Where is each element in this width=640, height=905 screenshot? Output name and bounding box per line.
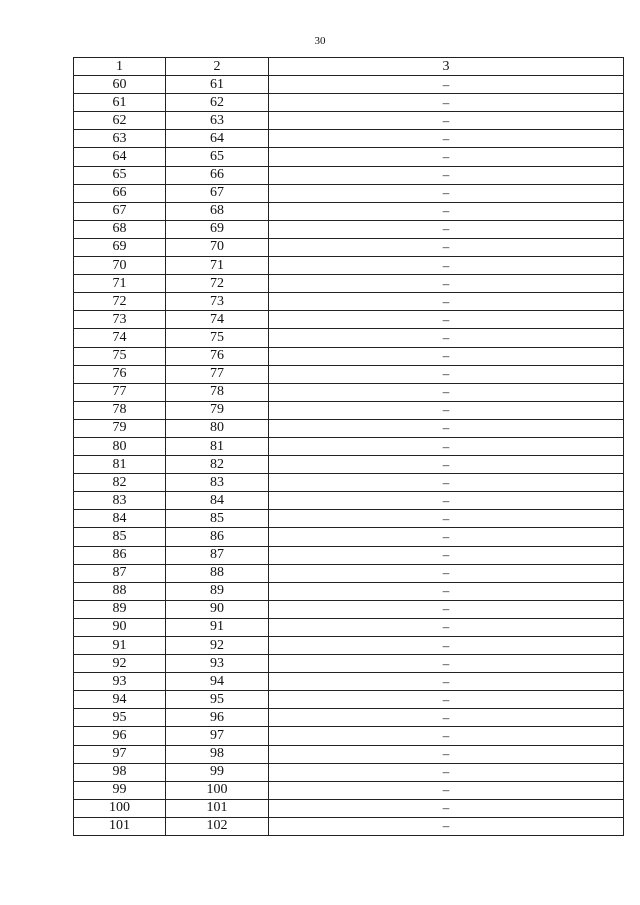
table-cell-col-3: – — [269, 220, 624, 238]
table-cell-col-3: – — [269, 763, 624, 781]
table-row — [74, 492, 624, 510]
table-cell-col-3: – — [269, 401, 624, 419]
table-cell-col-1: 79 — [74, 419, 166, 437]
table-cell-col-3: – — [269, 419, 624, 437]
table-cell-col-2: 99 — [166, 763, 269, 781]
table-cell-col-2: 77 — [166, 365, 269, 383]
table-row — [74, 220, 624, 238]
table-cell-col-2: 75 — [166, 329, 269, 347]
table-cell-col-1: 86 — [74, 546, 166, 564]
table-cell-col-2: 71 — [166, 257, 269, 275]
table-cell-col-3: – — [269, 745, 624, 763]
table-row — [74, 564, 624, 582]
column-header-3: 3 — [269, 58, 624, 76]
table-cell-col-3: – — [269, 528, 624, 546]
table-cell-col-1: 74 — [74, 329, 166, 347]
table-cell-col-2: 64 — [166, 130, 269, 148]
table-cell-col-1: 84 — [74, 510, 166, 528]
table-row — [74, 763, 624, 781]
table-cell-col-2: 87 — [166, 546, 269, 564]
table-cell-col-2: 83 — [166, 474, 269, 492]
table-row — [74, 781, 624, 799]
table-cell-col-2: 68 — [166, 202, 269, 220]
table-cell-col-3: – — [269, 582, 624, 600]
table-cell-col-3: – — [269, 112, 624, 130]
table-cell-col-3: – — [269, 238, 624, 256]
table-row — [74, 600, 624, 618]
table-row — [74, 528, 624, 546]
table-row — [74, 618, 624, 636]
table-row — [74, 293, 624, 311]
table-cell-col-3: – — [269, 618, 624, 636]
table-cell-col-1: 98 — [74, 763, 166, 781]
table-cell-col-3: – — [269, 564, 624, 582]
table-cell-col-2: 69 — [166, 220, 269, 238]
table-cell-col-3: – — [269, 799, 624, 817]
table-cell-col-1: 81 — [74, 456, 166, 474]
table-cell-col-3: – — [269, 691, 624, 709]
table-cell-col-2: 92 — [166, 637, 269, 655]
table-row — [74, 799, 624, 817]
table-cell-col-2: 101 — [166, 799, 269, 817]
table-cell-col-3: – — [269, 456, 624, 474]
table-cell-col-2: 61 — [166, 76, 269, 94]
table-cell-col-3: – — [269, 673, 624, 691]
table-row — [74, 419, 624, 437]
table-cell-col-1: 82 — [74, 474, 166, 492]
table-cell-col-2: 93 — [166, 655, 269, 673]
table-cell-col-1: 97 — [74, 745, 166, 763]
table-row — [74, 130, 624, 148]
table-row — [74, 691, 624, 709]
table-cell-col-1: 101 — [74, 817, 166, 835]
table-cell-col-3: – — [269, 600, 624, 618]
table-cell-col-1: 60 — [74, 76, 166, 94]
table-cell-col-3: – — [269, 637, 624, 655]
table-cell-col-1: 66 — [74, 184, 166, 202]
table-cell-col-3: – — [269, 202, 624, 220]
table-row — [74, 238, 624, 256]
table-cell-col-3: – — [269, 329, 624, 347]
table-cell-col-1: 73 — [74, 311, 166, 329]
table-cell-col-2: 66 — [166, 166, 269, 184]
table-cell-col-3: – — [269, 166, 624, 184]
table-cell-col-2: 81 — [166, 437, 269, 455]
table-row — [74, 148, 624, 166]
table-cell-col-3: – — [269, 293, 624, 311]
table-row — [74, 745, 624, 763]
table-cell-col-2: 86 — [166, 528, 269, 546]
table-row — [74, 365, 624, 383]
table-cell-col-3: – — [269, 76, 624, 94]
table-cell-col-3: – — [269, 347, 624, 365]
table-row — [74, 257, 624, 275]
column-header-1: 1 — [74, 58, 166, 76]
table-cell-col-2: 97 — [166, 727, 269, 745]
table-cell-col-3: – — [269, 275, 624, 293]
table-cell-col-3: – — [269, 474, 624, 492]
table-cell-col-2: 95 — [166, 691, 269, 709]
table-cell-col-1: 67 — [74, 202, 166, 220]
table-row — [74, 202, 624, 220]
table-cell-col-2: 73 — [166, 293, 269, 311]
table-cell-col-2: 74 — [166, 311, 269, 329]
table-cell-col-2: 89 — [166, 582, 269, 600]
table-cell-col-2: 62 — [166, 94, 269, 112]
table-cell-col-1: 65 — [74, 166, 166, 184]
table-cell-col-1: 64 — [74, 148, 166, 166]
table-row — [74, 112, 624, 130]
table-cell-col-1: 71 — [74, 275, 166, 293]
table-cell-col-3: – — [269, 148, 624, 166]
table-row — [74, 311, 624, 329]
table-header — [74, 58, 624, 76]
table-cell-col-3: – — [269, 492, 624, 510]
table-cell-col-2: 98 — [166, 745, 269, 763]
table-cell-col-2: 102 — [166, 817, 269, 835]
table-cell-col-3: – — [269, 311, 624, 329]
table-cell-col-1: 75 — [74, 347, 166, 365]
table-cell-col-3: – — [269, 781, 624, 799]
table-row — [74, 817, 624, 835]
table-row — [74, 76, 624, 94]
table-cell-col-1: 95 — [74, 709, 166, 727]
table-row — [74, 582, 624, 600]
table-cell-col-1: 70 — [74, 257, 166, 275]
header-row — [74, 58, 624, 76]
table-cell-col-1: 100 — [74, 799, 166, 817]
table-row — [74, 94, 624, 112]
table-row — [74, 673, 624, 691]
table-cell-col-2: 70 — [166, 238, 269, 256]
table-cell-col-2: 90 — [166, 600, 269, 618]
table-row — [74, 546, 624, 564]
table-cell-col-3: – — [269, 510, 624, 528]
table-cell-col-1: 96 — [74, 727, 166, 745]
table-row — [74, 456, 624, 474]
table-cell-col-1: 92 — [74, 655, 166, 673]
table-row — [74, 401, 624, 419]
table-row — [74, 510, 624, 528]
table-cell-col-2: 91 — [166, 618, 269, 636]
table-cell-col-2: 96 — [166, 709, 269, 727]
table-cell-col-1: 99 — [74, 781, 166, 799]
table-row — [74, 275, 624, 293]
column-header-2: 2 — [166, 58, 269, 76]
table-cell-col-1: 90 — [74, 618, 166, 636]
table-cell-col-3: – — [269, 709, 624, 727]
table-row — [74, 437, 624, 455]
table-cell-col-3: – — [269, 365, 624, 383]
table-cell-col-2: 65 — [166, 148, 269, 166]
table-row — [74, 637, 624, 655]
table-cell-col-2: 84 — [166, 492, 269, 510]
table-row — [74, 709, 624, 727]
table-row — [74, 474, 624, 492]
table-cell-col-1: 94 — [74, 691, 166, 709]
table-cell-col-2: 79 — [166, 401, 269, 419]
table-cell-col-1: 89 — [74, 600, 166, 618]
table-row — [74, 383, 624, 401]
table-cell-col-2: 67 — [166, 184, 269, 202]
table-cell-col-2: 76 — [166, 347, 269, 365]
table-row — [74, 347, 624, 365]
table-cell-col-1: 93 — [74, 673, 166, 691]
table-cell-col-3: – — [269, 727, 624, 745]
table-cell-col-3: – — [269, 130, 624, 148]
table-cell-col-3: – — [269, 184, 624, 202]
table-row — [74, 329, 624, 347]
table-cell-col-1: 85 — [74, 528, 166, 546]
table-cell-col-1: 80 — [74, 437, 166, 455]
table-cell-col-1: 83 — [74, 492, 166, 510]
table-cell-col-3: – — [269, 437, 624, 455]
page-number: 30 — [314, 35, 326, 47]
table-cell-col-1: 68 — [74, 220, 166, 238]
table-cell-col-1: 62 — [74, 112, 166, 130]
table-cell-col-2: 78 — [166, 383, 269, 401]
table-cell-col-2: 72 — [166, 275, 269, 293]
table-cell-col-1: 69 — [74, 238, 166, 256]
table-cell-col-3: – — [269, 383, 624, 401]
table-cell-col-3: – — [269, 817, 624, 835]
table-cell-col-2: 80 — [166, 419, 269, 437]
table-cell-col-3: – — [269, 655, 624, 673]
table-row — [74, 166, 624, 184]
table-cell-col-2: 88 — [166, 564, 269, 582]
table-cell-col-2: 82 — [166, 456, 269, 474]
table-cell-col-2: 63 — [166, 112, 269, 130]
table-row — [74, 727, 624, 745]
table-row — [74, 184, 624, 202]
table-cell-col-1: 77 — [74, 383, 166, 401]
table-cell-col-1: 63 — [74, 130, 166, 148]
table-cell-col-1: 78 — [74, 401, 166, 419]
table-cell-col-2: 100 — [166, 781, 269, 799]
table-cell-col-1: 76 — [74, 365, 166, 383]
table-cell-col-3: – — [269, 94, 624, 112]
table-cell-col-3: – — [269, 546, 624, 564]
table-row — [74, 655, 624, 673]
table-cell-col-1: 88 — [74, 582, 166, 600]
table-cell-col-2: 94 — [166, 673, 269, 691]
table-cell-col-1: 72 — [74, 293, 166, 311]
table-cell-col-1: 87 — [74, 564, 166, 582]
table-cell-col-1: 61 — [74, 94, 166, 112]
table-body — [74, 76, 624, 836]
table-cell-col-1: 91 — [74, 637, 166, 655]
data-table — [73, 57, 624, 836]
table-cell-col-2: 85 — [166, 510, 269, 528]
table-cell-col-3: – — [269, 257, 624, 275]
